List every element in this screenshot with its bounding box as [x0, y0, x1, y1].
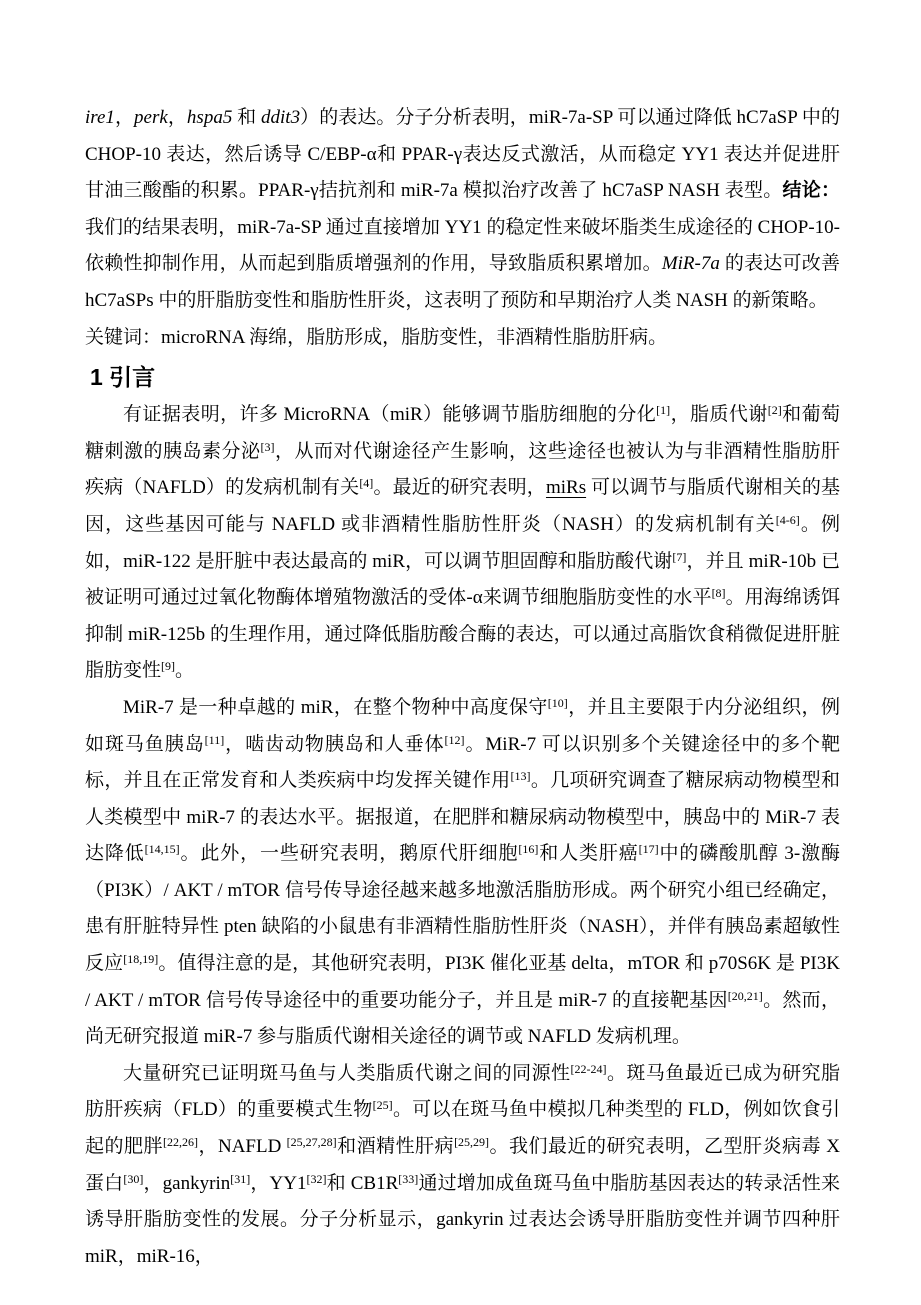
citation-superscript: [2]	[767, 403, 782, 418]
citation-superscript: [33]	[398, 1171, 419, 1186]
text-segment: 。MiR-7 可以识别多个关键途径中的多个靶标，并且在正常发育和人类疾病中均发挥关键作用	[85, 733, 840, 792]
intro-paragraph-3	[85, 1056, 840, 1276]
citation-superscript: [4-6]	[775, 512, 800, 527]
text-segment: 1 引言	[90, 364, 156, 391]
citation-superscript: [1]	[656, 403, 671, 418]
citation-superscript: [32]	[306, 1171, 327, 1186]
citation-superscript: [3]	[260, 439, 275, 454]
text-segment: 和	[232, 107, 262, 128]
citation-superscript: [4]	[359, 476, 374, 491]
citation-superscript: [22,26]	[163, 1135, 198, 1150]
text-segment: 中的磷酸肌醇 3-激酶（PI3K）/ AKT / mTOR 信号传导途径越来越多地激活脂肪形成。两个研究小组已经确定，患有肝脏特异性 pten 缺陷的小鼠患有非酒精性脂肪性肝炎（NASH），并伴有胰岛素超敏性反应	[85, 843, 840, 975]
text-segment: ，脂质代谢	[670, 404, 768, 426]
text-segment: miRs	[545, 477, 587, 499]
citation-superscript: [7]	[672, 549, 687, 564]
text-segment: ，	[167, 107, 187, 128]
section-heading-introduction	[90, 358, 840, 396]
text-segment: ，并且主要限于内分泌组织，例如斑马鱼胰岛	[85, 696, 840, 755]
text-segment: 和人类肝癌	[538, 843, 639, 865]
text-segment: MiR-7 是一种卓越的 miR，在整个物种中高度保守	[123, 696, 548, 718]
text-segment: 我们的结果表明，miR-7a-SP 通过直接增加 YY1 的稳定性来破坏脂类生成途径的 CHOP-10-依赖性抑制作用，从而起到脂质增强剂的作用，导致脂质积累增加。	[85, 216, 840, 275]
text-segment: MiR-7a	[661, 253, 720, 275]
citation-superscript: [16]	[518, 842, 539, 857]
citation-superscript: [30]	[123, 1171, 144, 1186]
text-segment: 结论：	[782, 180, 840, 202]
text-segment: 。值得注意的是，其他研究表明，PI3K 催化亚基 delta，mTOR 和 p70S6K 是 PI3K / AKT / mTOR 信号传导途径中的重要功能分子，并且是 miR-7 的直接靶基因	[85, 953, 840, 1011]
text-segment: ，NAFLD	[198, 1136, 287, 1158]
text-segment: 。用海绵诱饵抑制 miR-125b 的生理作用，通过降低脂肪酸合酶的表达，可以通过高脂饮食稍微促进肝脏脂肪变性	[85, 587, 840, 682]
citation-superscript: [9]	[161, 659, 176, 674]
citation-superscript: [25,27,28]	[286, 1135, 337, 1150]
text-segment: 。最近的研究表明，	[373, 477, 546, 499]
text-segment: 。几项研究调查了糖尿病动物模型和人类模型中 miR-7 的表达水平。据报道，在肥胖和糖尿病动物模型中，胰岛中的 MiR-7 表达降低	[85, 770, 840, 865]
citation-superscript: [13]	[510, 769, 531, 784]
text-segment: 可以调节与脂质代谢相关的基因，这些基因可能与 NAFLD 或非酒精性脂肪性肝炎（NASH）的发病机制有关	[85, 477, 840, 535]
text-segment: 通过增加成鱼斑马鱼中脂肪基因表达的转录活性来诱导肝脂肪变性的发展。分子分析显示，gankyrin 过表达会诱导肝脂肪变性并调节四种肝 miR，miR-16，	[85, 1172, 840, 1267]
text-segment: hspa5	[186, 107, 233, 128]
text-segment: 。斑马鱼最近已成为研究脂肪肝疾病（FLD）的重要模式生物	[85, 1062, 840, 1121]
citation-superscript: [8]	[711, 586, 726, 601]
text-segment: 。我们最近的研究表明，乙型肝炎病毒 X 蛋白	[85, 1136, 840, 1194]
text-segment: ，并且 miR-10b 已被证明可通过过氧化物酶体增殖物激活的受体-α来调节细胞脂肪变性的水平	[85, 550, 841, 609]
citation-superscript: [14,15]	[144, 842, 180, 857]
text-segment: 的表达可改善 hC7aSPs 中的肝脂肪变性和脂肪性肝炎，这表明了预防和早期治疗人类 NASH 的新策略。	[85, 253, 840, 311]
text-segment: ，从而对代谢途径产生影响，这些途径也被认为与非酒精性脂肪肝疾病（NAFLD）的发病机制有关	[85, 440, 840, 499]
intro-paragraph-2	[85, 690, 840, 1056]
citation-superscript: [25]	[372, 1098, 393, 1113]
text-segment: ddit3	[261, 107, 301, 128]
text-segment: 。	[175, 660, 195, 682]
text-segment: ，gankyrin	[143, 1172, 231, 1194]
citation-superscript: [18,19]	[123, 952, 159, 967]
text-segment: 。此外，一些研究表明，鹅原代肝细胞	[179, 843, 519, 865]
text-segment: 。然而，尚无研究报道 miR-7 参与脂质代谢相关途径的调节或 NAFLD 发病机理。	[85, 989, 840, 1048]
keywords-line	[85, 320, 840, 357]
citation-superscript: [11]	[204, 732, 225, 747]
text-segment: 。可以在斑马鱼中模拟几种类型的 FLD，例如饮食引起的肥胖	[85, 1099, 840, 1158]
text-segment: ire1	[85, 107, 115, 128]
text-segment: ）的表达。分子分析表明，miR-7a-SP 可以通过降低 hC7aSP 中的 CHOP-10 表达，然后诱导 C/EBP-α和 PPAR-γ表达反式激活，从而稳定 YY1 表达并促进肝甘油三酸酯的积累。PPAR-γ拮抗剂和 miR-7a 模拟治疗改善了 hC7aSP NASH 表型。	[85, 107, 840, 202]
text-segment: perk	[134, 107, 168, 128]
citation-superscript: [22-24]	[570, 1061, 607, 1076]
citation-superscript: [10]	[547, 695, 568, 710]
citation-superscript: [17]	[638, 842, 659, 857]
citation-superscript: [20,21]	[727, 988, 763, 1003]
text-segment: 和酒精性肝病	[336, 1136, 455, 1158]
abstract-continuation-paragraph	[85, 100, 840, 320]
text-segment: 。例如，miR-122 是肝脏中表达最高的 miR，可以调节胆固醇和脂肪酸代谢	[85, 513, 840, 572]
text-segment: ，YY1	[250, 1172, 307, 1194]
content	[85, 100, 840, 1275]
citation-superscript: [25,29]	[454, 1135, 490, 1150]
intro-paragraph-1	[85, 397, 840, 690]
text-segment: 大量研究已证明斑马鱼与人类脂质代谢之间的同源性	[123, 1062, 571, 1084]
citation-superscript: [31]	[230, 1171, 251, 1186]
text-segment: 关键词：microRNA 海绵，脂肪形成，脂肪变性，非酒精性脂肪肝病。	[85, 326, 668, 348]
text-segment: ，啮齿动物胰岛和人垂体	[224, 733, 445, 755]
text-segment: 和葡萄糖刺激的胰岛素分泌	[85, 404, 840, 462]
text-segment: 有证据表明，许多 MicroRNA（miR）能够调节脂肪细胞的分化	[123, 404, 657, 426]
citation-superscript: [12]	[444, 732, 465, 747]
text-segment: ，	[114, 107, 135, 128]
text-segment: 和 CB1R	[326, 1172, 399, 1194]
